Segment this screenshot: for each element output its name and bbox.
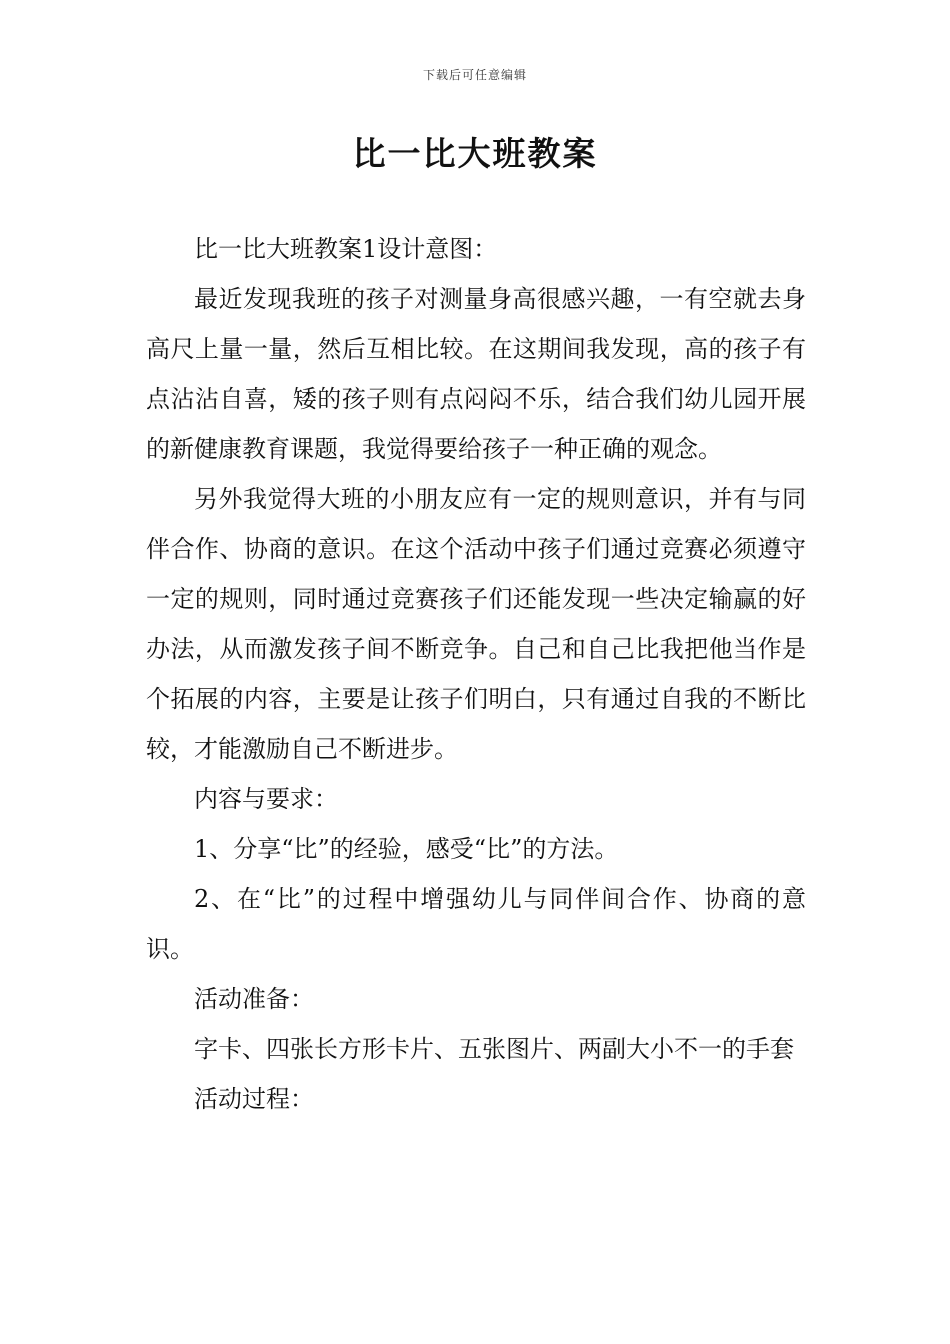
paragraph-design-intent-1: 最近发现我班的孩子对测量身高很感兴趣，一有空就去身高尺上量一量，然后互相比较。在这期间我发现，高的孩子有点沾沾自喜，矮的孩子则有点闷闷不乐，结合我们幼儿园开展的新健康教育课题，我觉得要给孩子一种正确的观念。 <box>146 285 806 463</box>
page-title: 比一比大班教案 <box>352 134 598 173</box>
paragraph-design-intent-heading: 比一比大班教案1设计意图： <box>194 235 498 263</box>
header-note: 下载后可任意编辑 <box>422 68 527 82</box>
paragraph-goal-1: 1、分享“比”的经验，感受“比”的方法。 <box>194 835 619 863</box>
paragraph-content-heading: 内容与要求： <box>194 785 338 813</box>
paragraph-preparation-heading: 活动准备： <box>194 985 314 1013</box>
paragraph-preparation-items: 字卡、四张长方形卡片、五张图片、两副大小不一的手套 <box>194 1035 794 1063</box>
paragraph-design-intent-2: 另外我觉得大班的小朋友应有一定的规则意识，并有与同伴合作、协商的意识。在这个活动中孩子们通过竞赛必须遵守一定的规则，同时通过竞赛孩子们还能发现一些决定输赢的好办法，从而激发孩子间不断竞争。自己和自己比我把他当作是个拓展的内容，主要是让孩子们明白，只有通过自我的不断比较，才能激励自己不断进步。 <box>146 485 806 763</box>
paragraph-goal-2: 2、在“比”的过程中增强幼儿与同伴间合作、协商的意识。 <box>146 885 806 963</box>
paragraph-process-heading: 活动过程： <box>194 1085 314 1113</box>
document-body <box>146 224 806 1124</box>
